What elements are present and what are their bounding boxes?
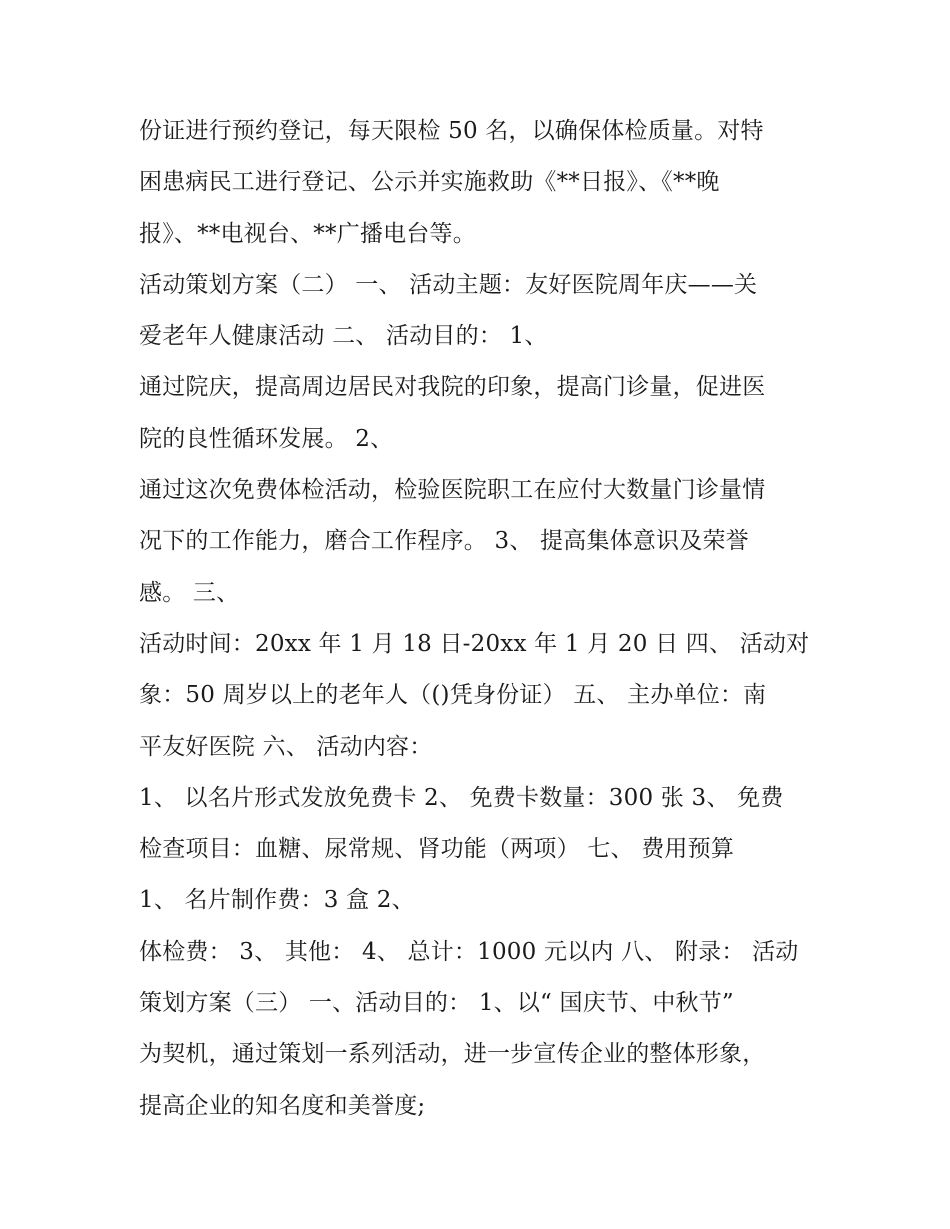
text-line: 活动时间：20xx 年 1 月 18 日-20xx 年 1 月 20 日 四、 活动对 bbox=[139, 630, 810, 657]
text-line: 通过院庆，提高周边居民对我院的印象，提高门诊量，促进医 bbox=[139, 374, 766, 401]
text-line: 报》、**电视台、**广播电台等。 bbox=[139, 220, 476, 247]
text-line: 1、 以名片形式发放免费卡 2、 免费卡数量：300 张 3、 免费 bbox=[139, 784, 784, 811]
text-line: 1、 名片制作费：3 盒 2、 bbox=[139, 887, 415, 914]
text-line: 活动策划方案（二） 一、 活动主题：友好医院周年庆——关 bbox=[139, 271, 758, 298]
text-line: 份证进行预约登记，每天限检 50 名，以确保体检质量。对特 bbox=[139, 118, 764, 144]
text-line: 爱老年人健康活动 二、 活动目的： 1、 bbox=[139, 323, 548, 350]
text-line: 况下的工作能力，磨合工作程序。 3、 提高集体意识及荣誉 bbox=[139, 528, 749, 555]
text-line: 困患病民工进行登记、公示并实施救助《**日报》、《**晚 bbox=[139, 169, 720, 196]
text-line: 平友好医院 六、 活动内容： bbox=[139, 733, 433, 760]
text-line: 策划方案（三） 一、活动目的： 1、以“ 国庆节、中秋节” bbox=[139, 990, 734, 1017]
text-line: 通过这次免费体检活动，检验医院职工在应付大数量门诊量情 bbox=[139, 477, 766, 504]
text-line: 检查项目：血糖、尿常规、肾功能（两项） 七、 费用预算 bbox=[139, 836, 735, 863]
text-line: 体检费： 3、 其他： 4、 总计：1000 元以内 八、 附录： 活动 bbox=[139, 938, 799, 965]
text-line: 提高企业的知名度和美誉度; bbox=[139, 1092, 426, 1119]
text-line: 象：50 周岁以上的老年人（()凭身份证） 五、 主办单位：南 bbox=[139, 682, 767, 709]
text-line: 感。 三、 bbox=[139, 579, 240, 606]
text-line: 为契机，通过策划一系列活动，进一步宣传企业的整体形象， bbox=[139, 1041, 766, 1068]
text-line: 院的良性循环发展。 2、 bbox=[139, 425, 394, 452]
document-body bbox=[139, 106, 829, 1132]
